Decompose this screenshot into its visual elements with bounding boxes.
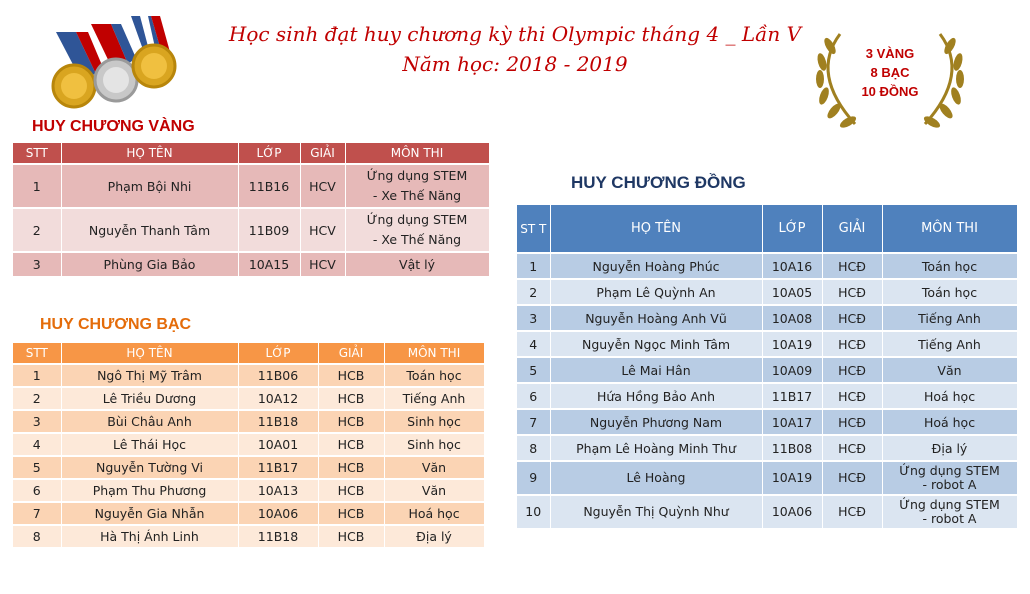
col-header-award: GIẢI xyxy=(300,143,345,164)
cell-subject: Địa lý xyxy=(384,525,484,547)
table-row xyxy=(517,495,1017,528)
cell-class: 11B09 xyxy=(238,208,300,252)
cell-name: Phạm Bội Nhi xyxy=(61,164,238,208)
table-row xyxy=(517,409,1017,435)
school-year: Năm học: 2018 - 2019 xyxy=(402,52,628,76)
subject-line1: Ứng dụng STEM xyxy=(366,212,468,227)
cell-award: HCB xyxy=(318,479,384,502)
cell-name: Lê Thái Học xyxy=(61,433,238,456)
cell-subject: Hoá học xyxy=(384,502,484,525)
cell-subject xyxy=(345,164,489,208)
cell-name: Nguyễn Gia Nhẫn xyxy=(61,502,238,525)
gold-count: 3 VÀNG xyxy=(865,46,915,61)
cell-name: Nguyễn Tường Vi xyxy=(61,456,238,479)
subject-line2: - robot A xyxy=(922,511,977,526)
cell-stt: 8 xyxy=(517,435,550,461)
cell-class: 10A16 xyxy=(762,253,822,279)
cell-subject: Văn xyxy=(384,479,484,502)
table-row xyxy=(517,383,1017,409)
col-header-name: HỌ TÊN xyxy=(61,343,238,364)
cell-subject: Văn xyxy=(882,357,1017,383)
cell-award: HCĐ xyxy=(822,409,882,435)
subject-line2: - Xe Thế Năng xyxy=(372,188,462,203)
cell-award: HCB xyxy=(318,433,384,456)
cell-subject: Tiếng Anh xyxy=(882,331,1017,357)
cell-stt: 4 xyxy=(517,331,550,357)
table-row xyxy=(13,164,489,208)
cell-subject: Toán học xyxy=(384,364,484,387)
cell-stt: 3 xyxy=(517,305,550,331)
cell-award: HCB xyxy=(318,364,384,387)
cell-award: HCĐ xyxy=(822,331,882,357)
cell-class: 10A12 xyxy=(238,387,318,410)
cell-class: 11B08 xyxy=(762,435,822,461)
cell-stt: 9 xyxy=(517,461,550,495)
table-row xyxy=(13,410,484,433)
col-header-award: GIẢI xyxy=(318,343,384,364)
cell-award: HCĐ xyxy=(822,357,882,383)
cell-name: Phạm Lê Hoàng Minh Thư xyxy=(550,435,762,461)
cell-stt: 2 xyxy=(13,208,61,252)
cell-stt: 1 xyxy=(13,164,61,208)
cell-name: Lê Hoàng xyxy=(550,461,762,495)
subject-line1: Ứng dụng STEM xyxy=(366,168,468,183)
table-row xyxy=(13,252,489,276)
col-header-subject: MÔN THI xyxy=(882,205,1017,253)
subject-line2: - robot A xyxy=(922,477,977,492)
table-header-row xyxy=(13,343,484,364)
cell-class: 10A08 xyxy=(762,305,822,331)
bronze-table xyxy=(517,205,1018,528)
cell-stt: 3 xyxy=(13,252,61,276)
cell-stt: 2 xyxy=(13,387,61,410)
cell-name: Lê Triều Dương xyxy=(61,387,238,410)
cell-stt: 1 xyxy=(13,364,61,387)
cell-subject: Tiếng Anh xyxy=(384,387,484,410)
table-row xyxy=(517,461,1017,495)
cell-subject: Địa lý xyxy=(882,435,1017,461)
cell-stt: 5 xyxy=(517,357,550,383)
cell-award: HCĐ xyxy=(822,435,882,461)
cell-name: Nguyễn Hoàng Anh Vũ xyxy=(550,305,762,331)
silver-table xyxy=(13,343,485,547)
cell-subject: Tiếng Anh xyxy=(882,305,1017,331)
table-row xyxy=(517,357,1017,383)
medals-icon xyxy=(36,14,186,110)
cell-name: Ngô Thị Mỹ Trâm xyxy=(61,364,238,387)
cell-class: 10A06 xyxy=(238,502,318,525)
cell-award: HCĐ xyxy=(822,383,882,409)
col-header-stt: STT xyxy=(13,343,61,364)
cell-subject: Sinh học xyxy=(384,433,484,456)
col-header-subject: MÔN THI xyxy=(384,343,484,364)
table-row xyxy=(13,479,484,502)
subject-line1: Ứng dụng STEM xyxy=(899,463,1000,478)
cell-class: 10A13 xyxy=(238,479,318,502)
silver-count: 8 BẠC xyxy=(870,65,910,80)
cell-stt: 6 xyxy=(13,479,61,502)
silver-section-title: HUY CHƯƠNG BẠC xyxy=(40,316,192,333)
cell-subject xyxy=(882,461,1017,495)
cell-class: 11B18 xyxy=(238,410,318,433)
cell-class: 11B17 xyxy=(238,456,318,479)
col-header-class: LỚP xyxy=(238,343,318,364)
table-row xyxy=(517,435,1017,461)
cell-class: 10A15 xyxy=(238,252,300,276)
cell-name: Lê Mai Hân xyxy=(550,357,762,383)
gold-table xyxy=(13,143,490,276)
cell-subject: Hoá học xyxy=(882,383,1017,409)
table-header-row xyxy=(517,205,1017,253)
page-title: Học sinh đạt huy chương kỳ thi Olympic tháng 4 _ Lần V xyxy=(228,22,802,46)
cell-name: Nguyễn Thị Quỳnh Như xyxy=(550,495,762,528)
col-header-award: GIẢI xyxy=(822,205,882,253)
cell-subject: Toán học xyxy=(882,279,1017,305)
cell-class: 10A17 xyxy=(762,409,822,435)
bronze-section-title: HUY CHƯƠNG ĐỒNG xyxy=(571,173,746,192)
table-row xyxy=(13,456,484,479)
cell-name: Nguyễn Hoàng Phúc xyxy=(550,253,762,279)
cell-name: Phùng Gia Bảo xyxy=(61,252,238,276)
cell-class: 10A19 xyxy=(762,461,822,495)
cell-subject: Sinh học xyxy=(384,410,484,433)
cell-class: 10A05 xyxy=(762,279,822,305)
cell-name: Phạm Lê Quỳnh An xyxy=(550,279,762,305)
cell-subject: Toán học xyxy=(882,253,1017,279)
cell-subject: Văn xyxy=(384,456,484,479)
cell-name: Bùi Châu Anh xyxy=(61,410,238,433)
col-header-class: LỚP xyxy=(762,205,822,253)
cell-name: Nguyễn Phương Nam xyxy=(550,409,762,435)
cell-class: 11B16 xyxy=(238,164,300,208)
cell-subject xyxy=(882,495,1017,528)
cell-award: HCĐ xyxy=(822,279,882,305)
col-header-subject: MÔN THI xyxy=(345,143,489,164)
table-row xyxy=(13,208,489,252)
cell-class: 11B06 xyxy=(238,364,318,387)
cell-stt: 3 xyxy=(13,410,61,433)
cell-class: 10A06 xyxy=(762,495,822,528)
cell-award: HCĐ xyxy=(822,305,882,331)
cell-name: Nguyễn Ngọc Minh Tâm xyxy=(550,331,762,357)
cell-award: HCB xyxy=(318,410,384,433)
table-row xyxy=(517,305,1017,331)
table-row xyxy=(517,279,1017,305)
cell-name: Nguyễn Thanh Tâm xyxy=(61,208,238,252)
cell-stt: 10 xyxy=(517,495,550,528)
cell-stt: 7 xyxy=(517,409,550,435)
cell-award: HCB xyxy=(318,525,384,547)
cell-stt: 1 xyxy=(517,253,550,279)
cell-subject xyxy=(345,208,489,252)
cell-stt: 8 xyxy=(13,525,61,547)
cell-subject: Vật lý xyxy=(345,252,489,276)
table-header-row xyxy=(13,143,489,164)
table-row xyxy=(13,502,484,525)
table-row xyxy=(517,253,1017,279)
gold-section-title: HUY CHƯƠNG VÀNG xyxy=(32,118,195,135)
table-row xyxy=(13,364,484,387)
cell-name: Hà Thị Ánh Linh xyxy=(61,525,238,547)
cell-class: 10A19 xyxy=(762,331,822,357)
cell-award: HCĐ xyxy=(822,461,882,495)
cell-class: 11B17 xyxy=(762,383,822,409)
cell-name: Phạm Thu Phương xyxy=(61,479,238,502)
bronze-count: 10 ĐỒNG xyxy=(861,84,919,99)
cell-subject: Hoá học xyxy=(882,409,1017,435)
cell-stt: 6 xyxy=(517,383,550,409)
col-header-stt: ST T xyxy=(517,205,550,253)
col-header-class: LỚP xyxy=(238,143,300,164)
cell-award: HCĐ xyxy=(822,495,882,528)
col-header-stt: STT xyxy=(13,143,61,164)
cell-class: 10A09 xyxy=(762,357,822,383)
table-row xyxy=(13,387,484,410)
cell-stt: 4 xyxy=(13,433,61,456)
cell-class: 10A01 xyxy=(238,433,318,456)
cell-award: HCV xyxy=(300,208,345,252)
col-header-name: HỌ TÊN xyxy=(61,143,238,164)
cell-award: HCB xyxy=(318,456,384,479)
cell-award: HCĐ xyxy=(822,253,882,279)
cell-stt: 7 xyxy=(13,502,61,525)
cell-award: HCV xyxy=(300,164,345,208)
cell-stt: 2 xyxy=(517,279,550,305)
cell-name: Hứa Hồng Bảo Anh xyxy=(550,383,762,409)
cell-award: HCV xyxy=(300,252,345,276)
subject-line1: Ứng dụng STEM xyxy=(899,497,1000,512)
medal-count-summary xyxy=(845,44,935,101)
cell-class: 11B18 xyxy=(238,525,318,547)
table-row xyxy=(13,525,484,547)
table-row xyxy=(13,433,484,456)
subject-line2: - Xe Thế Năng xyxy=(372,232,462,247)
col-header-name: HỌ TÊN xyxy=(550,205,762,253)
cell-award: HCB xyxy=(318,502,384,525)
cell-award: HCB xyxy=(318,387,384,410)
table-row xyxy=(517,331,1017,357)
cell-stt: 5 xyxy=(13,456,61,479)
